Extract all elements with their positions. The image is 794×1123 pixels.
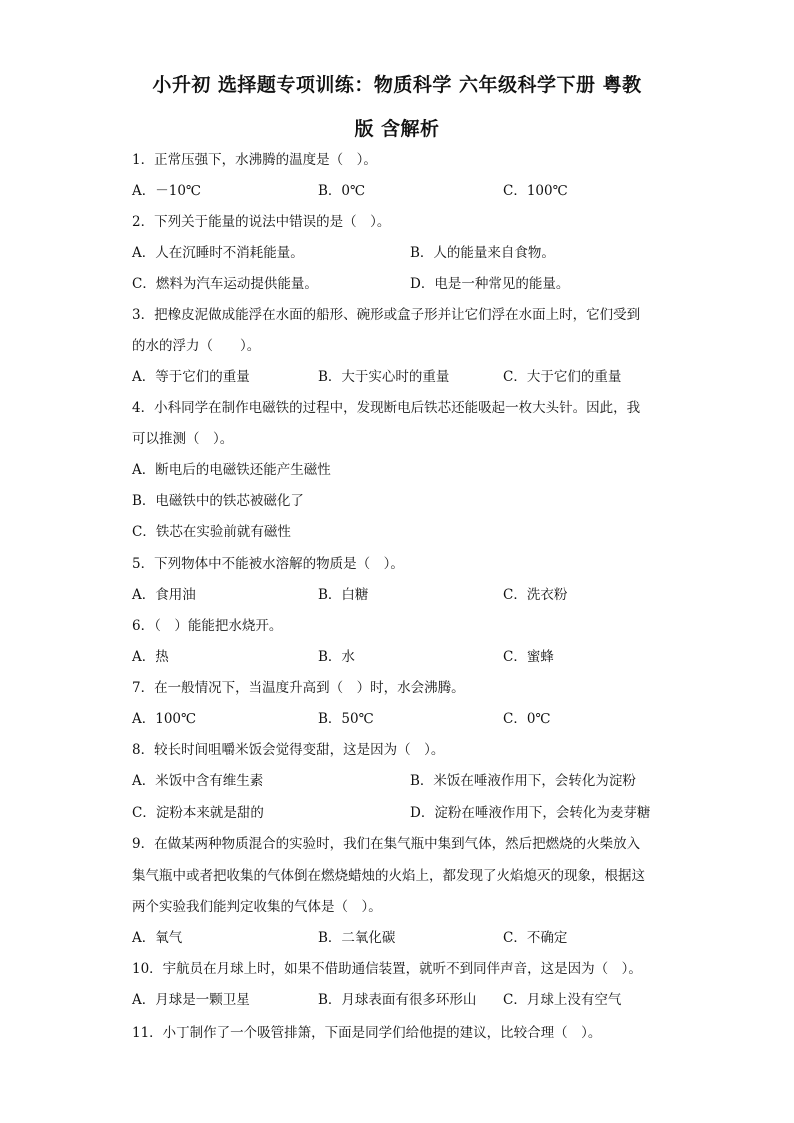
question-9-option-c: C．不确定 <box>503 930 568 946</box>
question-8-option-d: D．淀粉在唾液作用下，会转化为麦芽糖 <box>410 805 651 821</box>
question-2-option-a: A．人在沉睡时不消耗能量。 <box>132 245 304 261</box>
question-1-stem: 1．正常压强下，水沸腾的温度是（ ）。 <box>132 152 377 168</box>
question-5-stem: 5．下列物体中不能被水溶解的物质是（ ）。 <box>132 556 404 572</box>
question-10-option-b: B．月球表面有很多环形山 <box>318 992 477 1008</box>
question-2-option-b: B．人的能量来自食物。 <box>410 245 555 261</box>
question-1-option-b: B．0℃ <box>318 183 366 199</box>
question-8-stem: 8．较长时间咀嚼米饭会觉得变甜，这是因为（ ）。 <box>132 742 445 758</box>
question-10-option-c: C．月球上没有空气 <box>503 992 622 1008</box>
document-title-line-1: 小升初 选择题专项训练：物质科学 六年级科学下册 粤教 <box>152 74 642 96</box>
question-9-stem-line-1: 9．在做某两种物质混合的实验时，我们在集气瓶中集到气体，然后把燃烧的火柴放入 <box>132 836 641 852</box>
question-7-stem: 7．在一般情况下，当温度升高到（ ）时，水会沸腾。 <box>132 680 465 696</box>
question-9-option-a: A．氧气 <box>132 930 183 946</box>
question-9-stem-line-3: 两个实验我们能判定收集的气体是（ ）。 <box>132 899 382 915</box>
question-3-option-a: A．等于它们的重量 <box>132 369 250 385</box>
question-6-stem: 6．（ ）能能把水烧开。 <box>132 618 283 634</box>
question-2-option-d: D．电是一种常见的能量。 <box>410 276 570 292</box>
question-8-option-b: B．米饭在唾液作用下，会转化为淀粉 <box>410 773 636 789</box>
question-3-option-b: B．大于实心时的重量 <box>318 369 450 385</box>
question-7-option-a: A．100℃ <box>132 711 197 727</box>
question-10-stem: 10．宇航员在月球上时，如果不借助通信装置，就听不到同伴声音，这是因为（ ）。 <box>132 961 642 977</box>
question-11-stem: 11．小丁制作了一个吸管排箫，下面是同学们给他提的建议，比较合理（ ）。 <box>132 1025 602 1041</box>
question-5-option-c: C．洗衣粉 <box>503 587 568 603</box>
question-10-option-a: A．月球是一颗卫星 <box>132 992 250 1008</box>
question-3-option-c: C．大于它们的重量 <box>503 369 622 385</box>
question-8-option-c: C．淀粉本来就是甜的 <box>132 805 264 821</box>
question-5-option-b: B．白糖 <box>318 587 369 603</box>
question-2-stem: 2．下列关于能量的说法中错误的是（ ）。 <box>132 214 391 230</box>
question-1-option-a: A．－10℃ <box>132 183 202 199</box>
question-4-stem-line-2: 可以推测（ ）。 <box>132 431 234 447</box>
question-4-option-c: C．铁芯在实验前就有磁性 <box>132 524 291 540</box>
question-3-stem-line-1: 3．把橡皮泥做成能浮在水面的船形、碗形或盒子形并让它们浮在水面上时，它们受到 <box>132 307 641 323</box>
question-5-option-a: A．食用油 <box>132 587 196 603</box>
question-4-stem-line-1: 4．小科同学在制作电磁铁的过程中，发现断电后铁芯还能吸起一枚大头针。因此，我 <box>132 400 641 416</box>
question-6-option-c: C．蜜蜂 <box>503 649 554 665</box>
question-1-option-c: C．100℃ <box>503 183 568 199</box>
question-8-option-a: A．米饭中含有维生素 <box>132 773 264 789</box>
question-7-option-b: B．50℃ <box>318 711 374 727</box>
question-9-stem-line-2: 集气瓶中或者把收集的气体倒在燃烧蜡烛的火焰上，都发现了火焰熄灭的现象，根据这 <box>132 868 645 884</box>
question-4-option-b: B．电磁铁中的铁芯被磁化了 <box>132 493 304 509</box>
question-6-option-a: A．热 <box>132 649 169 665</box>
question-4-option-a: A．断电后的电磁铁还能产生磁性 <box>132 462 331 478</box>
question-2-option-c: C．燃料为汽车运动提供能量。 <box>132 276 318 292</box>
question-9-option-b: B．二氧化碳 <box>318 930 396 946</box>
question-3-stem-line-2: 的水的浮力（ ）。 <box>132 338 261 354</box>
question-6-option-b: B．水 <box>318 649 355 665</box>
question-7-option-c: C．0℃ <box>503 711 551 727</box>
document-title-line-2: 版 含解析 <box>354 118 440 140</box>
